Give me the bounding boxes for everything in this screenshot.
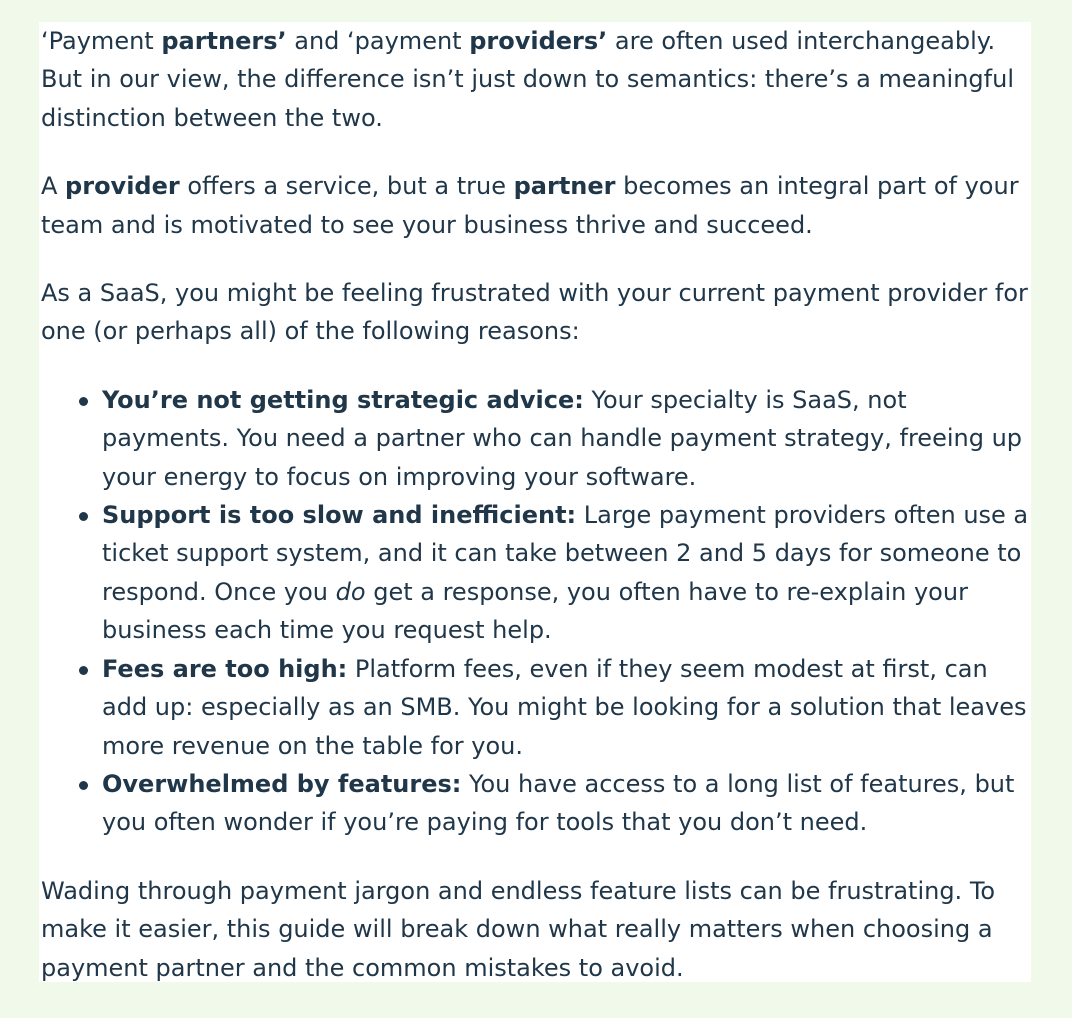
list-item-text: You have access to a long list of features, but you often wonder if you’re paying for tools that you don’t need. [102,769,1015,837]
partner-term: partner [513,172,616,201]
closing-paragraph: Wading through payment jargon and endless feature lists can be frustrating. To make it easier, this guide will break down what really matters when choosing a payment partner and the common mistakes to avoid. [41,876,996,982]
partners-term: partners’ [161,27,287,55]
reasons-intro-paragraph: As a SaaS, you might be feeling frustrated with your current payment provider for one (or perhaps all) of the following reasons: [41,279,1028,346]
list-item-text: Large payment providers often use a ticket support system, and it can take between 2 and 5 days for someone to respond. Once you [102,501,1029,606]
providers-term: providers’ [469,27,608,55]
list-item-text: get a response, you often have to re-explain your business each time you request help. [102,577,968,645]
bullet-icon [79,397,88,406]
list-item-title: Support is too slow and inefficient: [102,501,577,530]
intro-paragraph: ‘Payment partners’ and ‘payment providers’ are often used interchangeably. But in our view, the difference isn’t just down to semantics: there’s a meaningful distinction between the two. [41,27,1014,132]
list-item-title: Fees are too high: [102,654,348,683]
emphasis-text: do [335,577,366,606]
bullet-icon [79,512,88,521]
article-content [39,22,1031,982]
list-item [102,381,1031,496]
bullet-icon [79,781,88,790]
definition-paragraph: A provider offers a service, but a true partner becomes an integral part of your team and is motivated to see your business thrive and succeed. [41,172,1019,239]
reasons-list [41,381,1031,842]
list-item-title: You’re not getting strategic advice: [102,385,584,414]
list-item [102,765,1031,842]
provider-term: provider [65,172,180,201]
list-item [102,650,1031,765]
list-item-text: Platform fees, even if they seem modest at first, can add up: especially as an SMB. You might be looking for a solution that leaves more revenue on the table for you. [102,654,1027,760]
list-item-title: Overwhelmed by features: [102,769,462,798]
bullet-icon [79,666,88,675]
list-item [102,496,1031,650]
list-item-text: Your specialty is SaaS, not payments. You need a partner who can handle payment strategy, freeing up your energy to focus on improving your software. [102,385,1023,491]
